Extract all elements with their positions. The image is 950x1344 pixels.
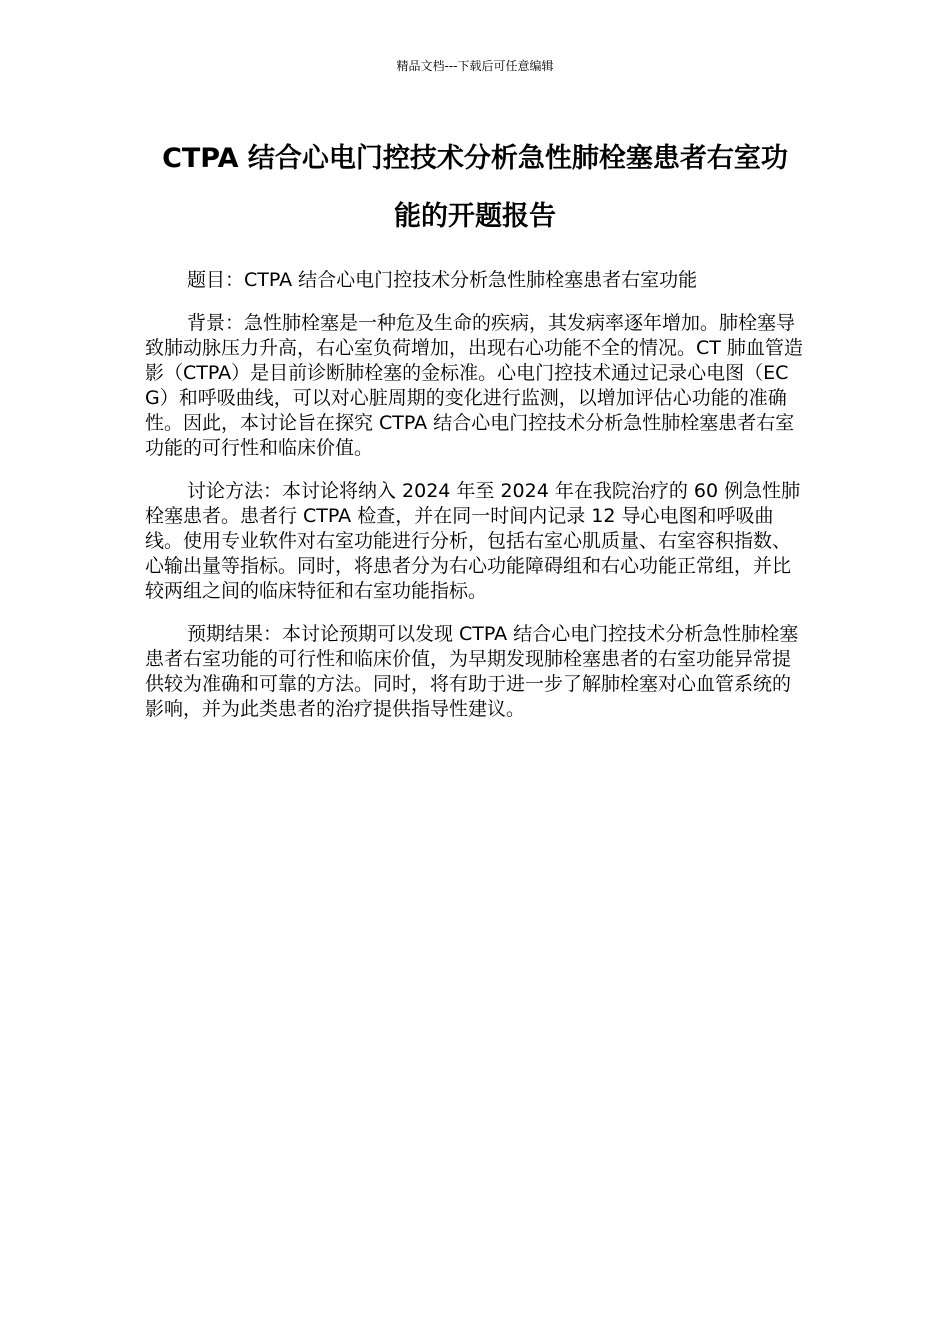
paragraph-background: 背景：急性肺栓塞是一种危及生命的疾病，其发病率逐年增加。肺栓塞导致肺动脉压力升高，右心室负荷增加，出现右心功能不全的情况。CT 肺血管造影（CTPA）是目前诊断肺栓塞的金标准。心电门控技术通过记录心电图（ECG）和呼吸曲线，可以对心脏周期的变化进行监测，以增加评估心功能的准确性。因此，本讨论旨在探究 CTPA 结合心电门控技术分析急性肺栓塞患者右室功能的可行性和临床价值。 — [145, 312, 803, 459]
document-title-line-1: CTPA 结合心电门控技术分析急性肺栓塞患者右室功 — [162, 143, 788, 174]
paragraph-methods: 讨论方法：本讨论将纳入 2024 年至 2024 年在我院治疗的 60 例急性肺栓塞患者。患者行 CTPA 检查，并在同一时间内记录 12 导心电图和呼吸曲线。使用专业软件对右室功能进行分析，包括右室心肌质量、右室容积指数、心输出量等指标。同时，将患者分为右心功能障碍组和右心功能正常组，并比较两组之间的临床特征和右室功能指标。 — [145, 480, 801, 602]
document-title-line-2: 能的开题报告 — [394, 201, 556, 232]
document-body — [145, 268, 805, 740]
paragraph-expected-results: 预期结果：本讨论预期可以发现 CTPA 结合心电门控技术分析急性肺栓塞患者右室功能的可行性和临床价值，为早期发现肺栓塞患者的右室功能异常提供较为准确和可靠的方法。同时，将有助于进一步了解肺栓塞对心血管系统的影响，并为此类患者的治疗提供指导性建议。 — [145, 623, 799, 720]
document-title — [140, 130, 810, 246]
paragraph-topic: 题目：CTPA 结合心电门控技术分析急性肺栓塞患者右室功能 — [187, 269, 698, 291]
page-header: 精品文档---下载后可任意编辑 — [396, 59, 554, 73]
